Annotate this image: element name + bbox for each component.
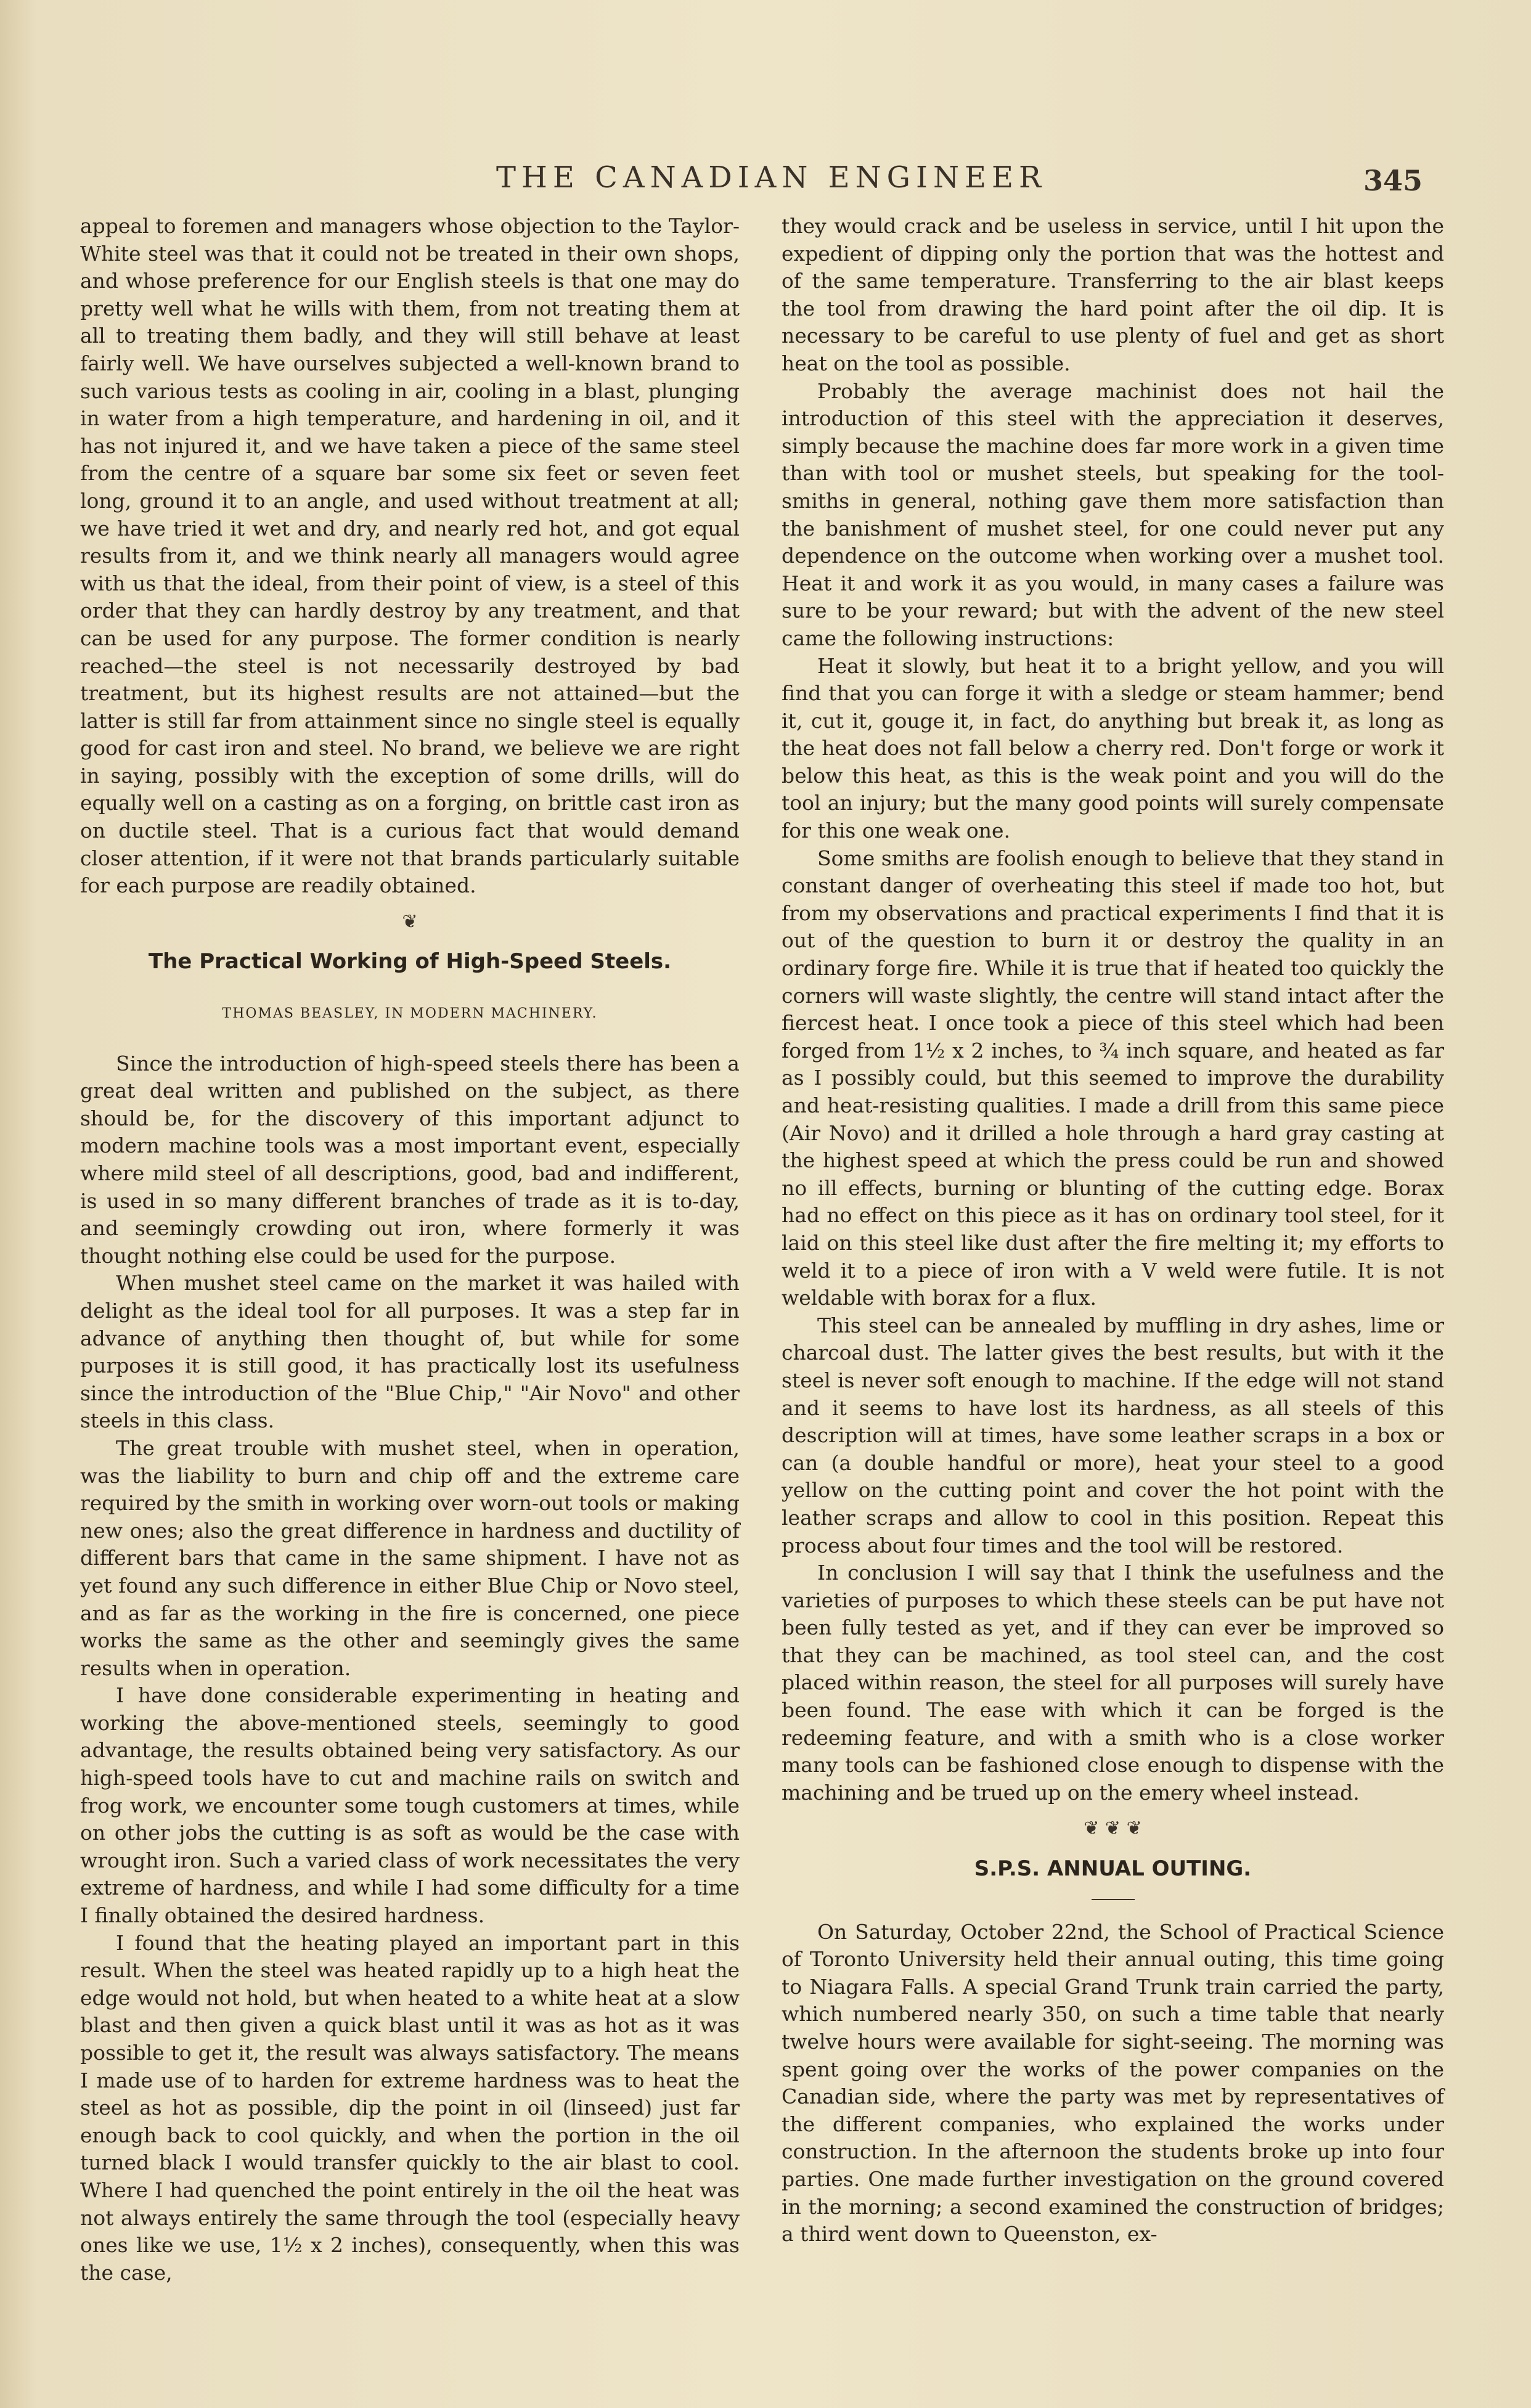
paragraph: In conclusion I will say that I think the usefulness and the varieties of purposes to which these steels can be put have not been fully tested as yet, and if they can ever be improved so that they can be machined, as tool steel can, and the cost placed within reason, the steel for all purposes will surely have been found. The ease with which it can be forged is the redeeming feature, and with a smith who is a close worker many tools can be fashioned close enough to dispense with the machining and be trued up on the emery wheel instead. xyxy=(782,1561,1444,1805)
right-column xyxy=(782,213,1444,2248)
paragraph: Since the introduction of high-speed steels there has been a great deal written and published on the subject, as there should be, for the discovery of this important adjunct to modern machine tools was a most important event, especially where mild steel of all descriptions, good, bad and indifferent, is used in so many different branches of trade as it is to-day, and seemingly crowding out iron, where formerly it was thought nothing else could be used for the purpose. xyxy=(80,1051,740,1268)
paragraph: When mushet steel came on the market it was hailed with delight as the ideal tool for all purposes. It was a step far in advance of anything then thought of, but while for some purposes it is still good, it has practically lost its usefulness since the introduction of the "Blue Chip," "Air Novo" and other steels in this class. xyxy=(80,1271,740,1433)
article-title: The Practical Working of High-Speed Steels. xyxy=(148,949,672,974)
article-title: S.P.S. ANNUAL OUTING. xyxy=(974,1856,1252,1882)
paragraph: On Saturday, October 22nd, the School of Practical Science of Toronto University held their annual outing, this time going to Niagara Falls. A special Grand Trunk train carried the party, which numbered nearly 350, on such a time table that nearly twelve hours were available for sight-seeing. The morning was spent going over the works of the power companies on the Canadian side, where the party was met by representatives of the different companies, who explained the works under construction. In the afternoon the students broke up into four parties. One made further investigation on the ground covered in the morning; a second examined the construction of bridges; a third went down to Queenston, ex- xyxy=(782,1919,1444,2247)
paragraph: I have done considerable experimenting in heating and working the above-mentioned steels, seemingly to good advantage, the results obtained being very satisfactory. As our high-speed tools have to cut and machine rails on switch and frog work, we encounter some tough customers at times, while on other jobs the cutting is as soft as would be the case with wrought iron. Such a varied class of work necessitates the very extreme of hardness, and while I had some difficulty for a time I finally obtained the desired hardness. xyxy=(80,1683,740,1928)
paragraph: Probably the average machinist does not hail the introduction of this steel with the appreciation it deserves, simply because the machine does far more work in a given time than with tool or mushet steels, but speaking for the tool-smiths in general, nothing gave them more satisfaction than the banishment of mushet steel, for one could never put any dependence on the outcome when working over a mushet tool. Heat it and work it as you would, in many cases a failure was sure to be your reward; but with the advent of the new steel came the following instructions: xyxy=(782,378,1444,650)
paragraph: Some smiths are foolish enough to believe that they stand in constant danger of overheating this steel if made too hot, but from my observations and practical experiments I find that it is out of the question to burn it or destroy the quality in an ordinary forge fire. While it is true that if heated too quickly the corners will waste slightly, the centre will stand intact after the fiercest heat. I once took a piece of this steel which had been forged from 1½ x 2 inches, to ¾ inch square, and heated as far as I possibly could, but this seemed to improve the durability and heat-resisting qualities. I made a drill from this same piece (Air Novo) and it drilled a hole through a hard gray casting at the highest speed at which the press could be run and showed no ill effects, burning or blunting of the cutting edge. Borax had no effect on this piece as it has on ordinary tool steel, for it laid on this steel like dust after the fire melting it; my efforts to weld it to a piece of iron with a V weld were futile. It is not weldable with borax for a flux. xyxy=(782,846,1444,1310)
paragraph: This steel can be annealed by muffling in dry ashes, lime or charcoal dust. The latter gives the best results, but with it the steel is never soft enough to machine. If the edge will not stand and it seems to have lost its hardness, as all steels of this description will at times, have some leather scraps in a box or can (a double handful or more), heat your steel to a good yellow on the cutting point and cover the hot point with the leather scraps and allow to cool in this position. Repeat this process about four times and the tool will be restored. xyxy=(782,1313,1444,1557)
left-column xyxy=(80,213,740,2287)
title-rule xyxy=(1092,1899,1135,1900)
paragraph: I found that the heating played an important part in this result. When the steel was heated rapidly up to a high heat the edge would not hold, but when heated to a white heat at a slow blast and then given a quick blast until it was as hot as it was possible to get it, the result was always satisfactory. The means I made use of to harden for extreme hardness was to heat the steel as hot as possible, dip the point in oil (linseed) just far enough back to cool quickly, and when the portion in the oil turned black I would transfer quickly to the air blast to cool. Where I had quenched the point entirely in the oil the heat was not always entirely the same through the tool (especially heavy ones like we use, 1½ x 2 inches), consequently, when this was the case, xyxy=(80,1930,740,2285)
paragraph: The great trouble with mushet steel, when in operation, was the liability to burn and chip off and the extreme care required by the smith in working over worn-out tools or making new ones; also the great difference in hardness and ductility of different bars that came in the same shipment. I have not as yet found any such difference in either Blue Chip or Novo steel, and as far as the working in the fire is concerned, one piece works the same as the other and seemingly gives the same results when in operation. xyxy=(80,1435,740,1680)
paragraph: they would crack and be useless in service, until I hit upon the expedient of dipping only the portion that was the hottest and of the same temperature. Transferring to the air blast keeps the tool from drawing the hard point after the oil dip. It is necessary to be careful to use plenty of fuel and get as short heat on the tool as possible. xyxy=(782,214,1444,375)
paragraph: appeal to foremen and managers whose objection to the Taylor-White steel was that it could not be treated in their own shops, and whose preference for our English steels is that one may do pretty well what he wills with them, from not treating them at all to treating them badly, and they will still behave at least fairly well. We have ourselves subjected a well-known brand to such various tests as cooling in air, cooling in a blast, plunging in water from a high temperature, and hardening in oil, and it has not injured it, and we have taken a piece of the same steel from the centre of a square bar some six feet or seven feet long, ground it to an angle, and used without treatment at all; we have tried it wet and dry, and nearly red hot, and got equal results from it, and we think nearly all managers would agree with us that the ideal, from their point of view, is a steel of this order that they can hardly destroy by any treatment, and that can be used for any purpose. The former condition is nearly reached—the steel is not necessarily destroyed by bad treatment, but its highest results are not attained—but the latter is still far from attainment since no single steel is equally good for cast iron and steel. No brand, we believe we are right in saying, possibly with the exception of some drills, will do equally well on a casting as on a forging, on brittle cast iron as on ductile steel. That is a curious fact that would demand closer attention, if it were not that brands particularly suitable for each purpose are readily obtained. xyxy=(80,214,740,898)
article-byline: THOMAS BEASLEY, IN MODERN MACHINERY. xyxy=(222,1006,598,1022)
ornament-icon: ❦ ❦ ❦ xyxy=(1084,1818,1142,1840)
journal-title: THE CANADIAN ENGINEER xyxy=(496,160,1047,195)
ornament-icon: ❦ xyxy=(402,910,418,933)
page-number: 345 xyxy=(1363,164,1423,197)
paragraph: Heat it slowly, but heat it to a bright yellow, and you will find that you can forge it with a sledge or steam hammer; bend it, cut it, gouge it, in fact, do anything but break it, as long as the heat does not fall below a cherry red. Don't forge or work it below this heat, as this is the weak point and you will do the tool an injury; but the many good points will surely compensate for this one weak one. xyxy=(782,653,1444,843)
page-header xyxy=(0,160,1531,203)
